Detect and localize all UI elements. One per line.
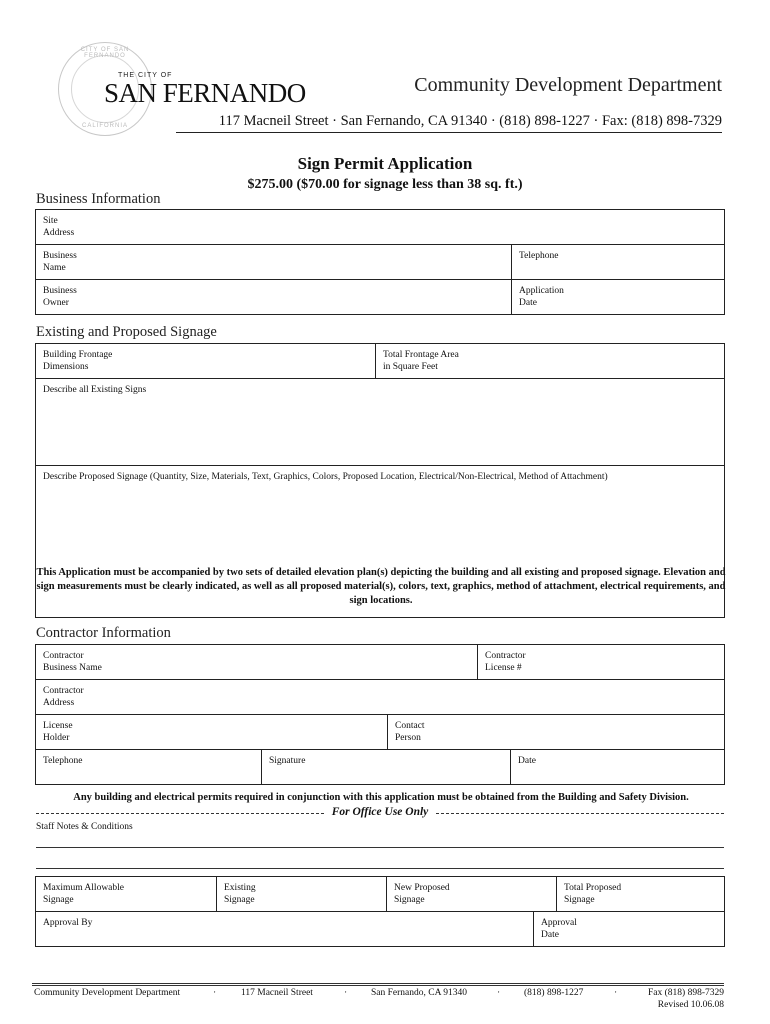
staff-notes-line-2[interactable]	[36, 868, 724, 869]
signature-field[interactable]	[262, 750, 511, 785]
site-address-label: Site Address	[43, 216, 75, 238]
footer-separator: ·	[344, 988, 348, 998]
footer-rule-2	[32, 985, 724, 986]
total-proposed-field[interactable]	[557, 877, 725, 912]
footer-fax: Fax (818) 898-7329	[648, 988, 724, 998]
revision-date: Revised 10.06.08	[657, 1000, 724, 1010]
business-telephone-label: Telephone	[519, 251, 559, 261]
license-holder-label: License Holder	[43, 721, 73, 743]
approval-by-field[interactable]	[36, 912, 534, 947]
logo-subtitle: THE CITY OF	[118, 72, 173, 79]
contractor-business-name-label: Contractor Business Name	[43, 651, 102, 673]
existing-signs-field[interactable]	[36, 379, 725, 466]
contractor-address-field[interactable]	[36, 680, 725, 715]
footer-phone: (818) 898-1227	[524, 988, 584, 998]
contractor-table-c	[35, 749, 725, 785]
contractor-license-field[interactable]	[478, 645, 725, 680]
city-seal: CITY OF SAN FERNANDO CALIFORNIA	[58, 42, 152, 136]
new-proposed-label: New Proposed Signage	[394, 883, 450, 905]
footer-separator: ·	[213, 988, 217, 998]
total-frontage-label: Total Frontage Area in Square Feet	[383, 350, 459, 372]
footer-city: San Fernando, CA 91340	[371, 988, 468, 998]
site-address-field[interactable]	[36, 210, 725, 245]
contractor-business-name-field[interactable]	[36, 645, 478, 680]
contractor-date-label: Date	[518, 756, 536, 766]
proposed-signage-label: Describe Proposed Signage (Quantity, Size, Materials, Text, Graphics, Colors, Proposed Location, Electrical/Non-Electrical, Method of Attachment)	[43, 472, 608, 482]
existing-signage-label: Existing Signage	[224, 883, 256, 905]
business-telephone-field[interactable]	[512, 245, 725, 280]
contractor-address-label: Contractor Address	[43, 686, 84, 708]
staff-notes-label: Staff Notes & Conditions	[36, 822, 133, 832]
application-date-field[interactable]	[512, 280, 725, 315]
contractor-date-field[interactable]	[511, 750, 725, 785]
department-name: Community Development Department	[414, 74, 722, 96]
contractor-section-title: Contractor Information	[36, 625, 171, 641]
contractor-telephone-label: Telephone	[43, 756, 83, 766]
total-frontage-field[interactable]	[376, 344, 725, 379]
form-title: Sign Permit Application	[297, 154, 473, 173]
business-owner-field[interactable]	[36, 280, 512, 315]
existing-signs-label: Describe all Existing Signs	[43, 385, 147, 395]
footer-street: 117 Macneil Street	[241, 988, 313, 998]
contractor-table-a	[35, 644, 725, 715]
city-logo: SAN FERNANDO	[104, 78, 306, 108]
total-proposed-label: Total Proposed Signage	[564, 883, 622, 905]
existing-signage-field[interactable]	[217, 877, 387, 912]
application-date-label: Application Date	[519, 286, 564, 308]
max-allowable-label: Maximum Allowable Signage	[43, 883, 125, 905]
contact-person-field[interactable]	[388, 715, 725, 750]
business-name-label: Business Name	[43, 251, 77, 273]
footer-separator: ·	[497, 988, 501, 998]
business-name-field[interactable]	[36, 245, 512, 280]
office-use-label: For Office Use Only	[324, 806, 437, 818]
building-frontage-field[interactable]	[36, 344, 376, 379]
office-table-b	[35, 911, 725, 947]
new-proposed-field[interactable]	[387, 877, 557, 912]
department-address: 117 Macneil Street · San Fernando, CA 91340 · (818) 898-1227 · Fax: (818) 898-7329	[176, 113, 722, 133]
approval-by-label: Approval By	[43, 918, 93, 928]
footer-rule-1	[32, 983, 724, 984]
contractor-telephone-field[interactable]	[36, 750, 262, 785]
max-allowable-field[interactable]	[36, 877, 217, 912]
business-owner-label: Business Owner	[43, 286, 77, 308]
permits-note: Any building and electrical permits required in conjunction with this application must be obtained from the Building and Safety Division.	[73, 792, 689, 803]
contact-person-label: Contact Person	[395, 721, 425, 743]
approval-date-field[interactable]	[534, 912, 725, 947]
contractor-table-b	[35, 714, 725, 750]
approval-date-label: Approval Date	[541, 918, 577, 940]
office-use-divider	[36, 807, 724, 821]
footer-department: Community Development Department	[34, 988, 181, 998]
form-fee: $275.00 ($70.00 for signage less than 38 sq. ft.)	[247, 177, 523, 192]
footer-separator: ·	[614, 988, 618, 998]
office-table-a	[35, 876, 725, 912]
staff-notes-line-1[interactable]	[36, 847, 724, 848]
business-section-title: Business Information	[36, 191, 161, 207]
license-holder-field[interactable]	[36, 715, 388, 750]
signature-label: Signature	[269, 756, 306, 766]
business-table	[35, 209, 725, 315]
elevation-plan-requirement: This Application must be accompanied by two sets of detailed elevation plan(s) depicting the building and all existing and proposed signage. Elevation and sign measurements must be clearly indicated, as well as all proposed material(s), colors, text, graphics, method of attachment, electrical requirements, and sign locations.	[36, 567, 726, 606]
building-frontage-label: Building Frontage Dimensions	[43, 350, 113, 372]
contractor-license-label: Contractor License #	[485, 651, 526, 673]
signage-section-title: Existing and Proposed Signage	[36, 324, 217, 340]
